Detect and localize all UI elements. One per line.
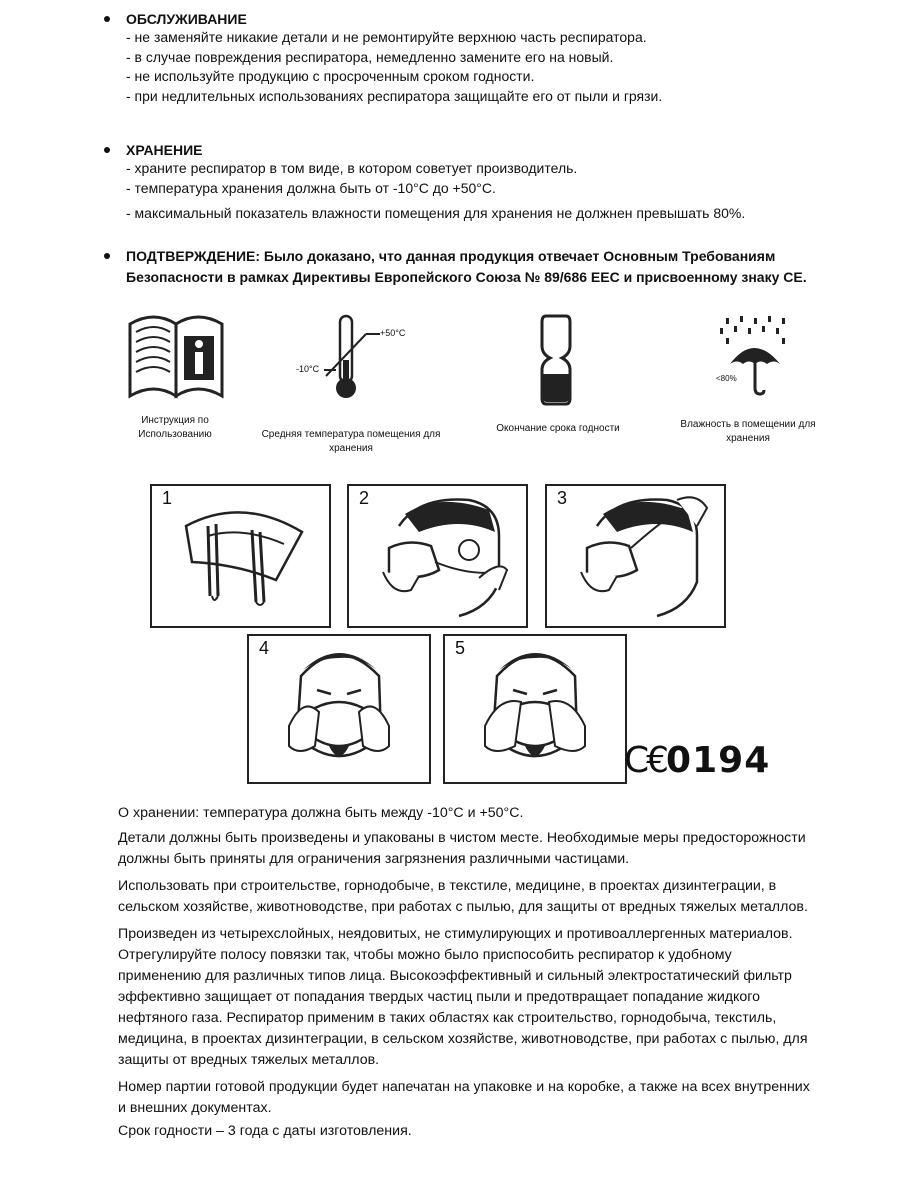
hourglass-icon bbox=[536, 312, 576, 408]
instruction-step bbox=[150, 484, 331, 628]
umbrella-rain-icon bbox=[716, 314, 792, 400]
icon-caption: Средняя температура помещения для хранения bbox=[261, 429, 441, 454]
ce-number: 0194 bbox=[666, 740, 771, 781]
description-text bbox=[118, 803, 818, 1148]
confirmation-text: ПОДТВЕРЖДЕНИЕ: Было доказано, что данная продукция отвечает Основным Требованиям Безопасности в рамках Директивы Европейского Союза № 89/686 EEC и присвоенному знаку CE. bbox=[126, 248, 807, 285]
maintenance-title: ОБСЛУЖИВАНИЕ bbox=[126, 11, 247, 27]
instruction-step bbox=[443, 634, 627, 784]
maintenance-section bbox=[104, 10, 864, 106]
bullet-dot bbox=[104, 253, 110, 259]
paragraph: Детали должны быть произведены и упакованы в чистом месте. Необходимые меры предосторожности должны быть приняты для ограничения загрязнения различными частицами. bbox=[118, 830, 806, 867]
icon-caption: Окончание срока годности bbox=[496, 423, 620, 434]
humidity-label: <80% bbox=[716, 374, 737, 383]
step-number: 3 bbox=[557, 488, 568, 508]
storage-item: - храните респиратор в том виде, в котором советует производитель. bbox=[126, 160, 578, 176]
instruction-step bbox=[347, 484, 528, 628]
instruction-step bbox=[545, 484, 726, 628]
bullet-dot bbox=[104, 147, 110, 153]
step-number: 5 bbox=[455, 638, 466, 658]
maintenance-item: - не заменяйте никакие детали и не ремонтируйте верхнюю часть респиратора. bbox=[126, 29, 647, 45]
thermometer-high-label: +50°C bbox=[380, 328, 406, 338]
paragraph: Использовать при строительстве, горнодобыче, в текстиле, медицине, в проектах дизинтеграции, в сельском хозяйстве, животноводстве, при работах с пылью, для защиты от вредных тяжелых металлов. bbox=[118, 878, 808, 915]
icon-caption: Инструкция по Использованию bbox=[138, 415, 212, 440]
paragraph: О хранении: температура должна быть между -10°С и +50°С. bbox=[118, 805, 524, 821]
step-number: 1 bbox=[162, 488, 173, 508]
storage-item: - максимальный показатель влажности помещения для хранения не должнен превышать 80%. bbox=[126, 205, 746, 221]
thermometer-icon bbox=[296, 312, 416, 402]
thermometer-low-label: -10°C bbox=[296, 364, 320, 374]
storage-title: ХРАНЕНИЕ bbox=[126, 142, 203, 158]
paragraph: Произведен из четырехслойных, неядовитых, не стимулирующих и противоаллергенных материалов. Отрегулируйте полосу повязки так, чтобы можно было приспособить респиратор к удобному применению для различных типов лица. Высокоэффективный и сильный электростатический фильтр эффективно защищает от попадания твердых частиц пыли и предотвращает попадание жидкого нефтяного газа. Респиратор применим в таких областях как строительство, горнодобыча, текстиль, медицина, в проектах дизинтеграции, в сельском хозяйстве, животноводстве, при работах с пылью, для защиты от вредных тяжелых металлов. bbox=[118, 926, 808, 1068]
instruction-step bbox=[247, 634, 431, 784]
paragraph: Срок годности – 3 года с даты изготовления. bbox=[118, 1123, 412, 1139]
ce-symbol: C€ bbox=[624, 740, 667, 781]
storage-item: - температура хранения должна быть от -10°С до +50°С. bbox=[126, 179, 496, 196]
icon-caption: Влажность в помещении для хранения bbox=[680, 419, 816, 444]
confirmation-section bbox=[104, 246, 864, 288]
maintenance-item: - в случае повреждения респиратора, немедленно замените его на новый. bbox=[126, 48, 614, 65]
paragraph: Номер партии готовой продукции будет напечатан на упаковке и на коробке, а также на всех внутренних и внешних документах. bbox=[118, 1079, 810, 1116]
maintenance-item: - не используйте продукцию с просроченным сроком годности. bbox=[126, 68, 535, 84]
step-number: 4 bbox=[259, 638, 270, 658]
bullet-dot bbox=[104, 16, 110, 22]
step-number: 2 bbox=[359, 488, 370, 508]
instruction-book-icon bbox=[126, 312, 226, 402]
maintenance-item: - при недлительных использованиях респиратора защищайте его от пыли и грязи. bbox=[126, 87, 663, 104]
ce-mark-logo bbox=[624, 740, 770, 781]
storage-section bbox=[104, 141, 864, 224]
